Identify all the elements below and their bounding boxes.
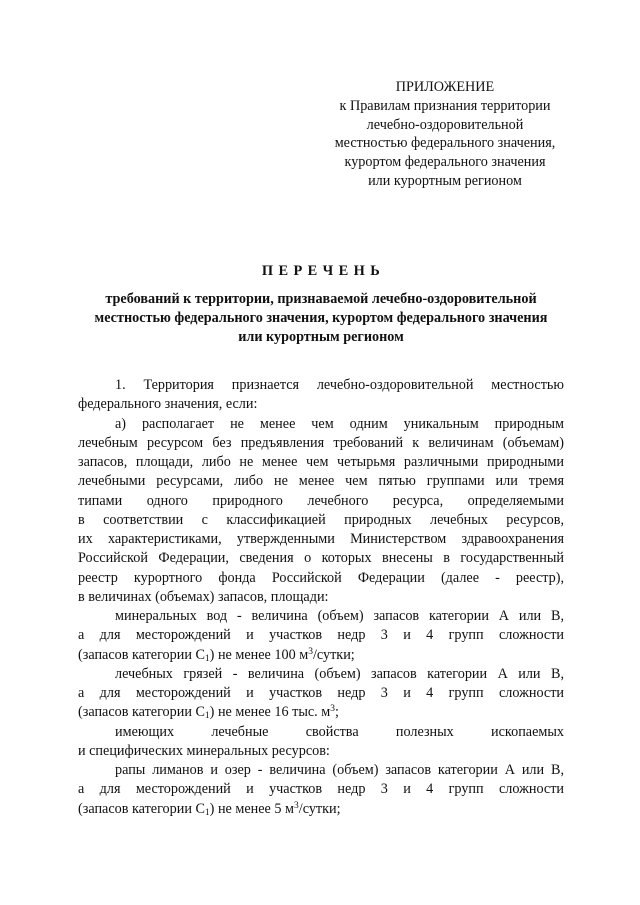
body-line: в соответствии с классификацией природных лечебных ресурсов, — [78, 511, 564, 528]
body-line: типами одного природного лечебного ресурса, определяемыми — [78, 492, 564, 509]
subscript-index: 1 — [204, 807, 210, 818]
body-line: федерального значения, если: — [78, 396, 258, 413]
appendix-line: к Правилам признания территории — [339, 97, 551, 114]
appendix-heading: ПРИЛОЖЕНИЕ — [395, 79, 495, 95]
appendix-line: курортом федерального значения — [344, 154, 546, 171]
document-title-block — [60, 262, 582, 348]
body-line: и специфических минеральных ресурсов: — [78, 742, 330, 759]
superscript-exponent: 3 — [294, 800, 299, 811]
subscript-index: 1 — [204, 653, 210, 664]
body-line: а для месторождений и участков недр 3 и 4 групп сложности — [78, 781, 564, 798]
appendix-line: или курортным регионом — [368, 172, 522, 189]
body-line: Российской Федерации, сведения о которых внесены в государственный — [78, 550, 564, 567]
body-line: имеющих лечебные свойства полезных ископаемых — [115, 723, 564, 740]
subscript-index: 1 — [204, 711, 210, 722]
body-line: в величинах (объемах) запасов, площади: — [78, 588, 329, 605]
subtitle-line: или курортным регионом — [238, 329, 404, 346]
body-line: а для месторождений и участков недр 3 и 4 групп сложности — [78, 685, 564, 701]
document-body — [78, 376, 564, 819]
body-line: реестр курортного фонда Российской Федерации (далее - реестр), — [78, 569, 564, 586]
document-subtitle — [60, 290, 582, 348]
body-line-rich: (запасов категории $С_1$) не менее 16 тыс. $м^3$; — [78, 704, 339, 722]
document-title: ПЕРЕЧЕНЬ — [261, 263, 386, 279]
body-line: лечебными ресурсами, либо не менее чем пятью группами или тремя — [78, 473, 564, 490]
subtitle-line: местностью федерального значения, курортом федерального значения — [94, 310, 548, 327]
body-line-rich: (запасов категории $С_1$) не менее 100 $м^3$/сутки; — [78, 646, 355, 664]
body-line-rich: (запасов категории $С_1$) не менее 5 $м^3$/сутки; — [78, 800, 341, 818]
appendix-line: местностью федерального значения, — [334, 135, 556, 152]
subtitle-line: требований к территории, признаваемой лечебно-оздоровительной — [105, 291, 537, 307]
body-line: 1. Территория признается лечебно-оздоровительной местностью — [115, 377, 564, 393]
appendix-header — [300, 78, 590, 191]
appendix-line: лечебно-оздоровительной — [366, 116, 524, 133]
body-line: лечебным ресурсом без предъявления требований к величинам (объемам) — [78, 434, 564, 451]
superscript-exponent: 3 — [308, 646, 313, 657]
body-line: а) располагает не менее чем одним уникальным природным — [115, 415, 564, 432]
body-line: а для месторождений и участков недр 3 и 4 групп сложности — [78, 627, 564, 644]
body-line: рапы лиманов и озер - величина (объем) запасов категории А или В, — [115, 762, 564, 778]
superscript-exponent: 3 — [330, 704, 335, 715]
body-line: лечебных грязей - величина (объем) запасов категории А или В, — [115, 665, 564, 682]
body-line: запасов, площади, либо не менее чем четырьмя различными природными — [78, 454, 564, 470]
body-line: минеральных вод - величина (объем) запасов категории А или В, — [115, 608, 564, 624]
body-line: их характеристиками, утвержденными Министерством здравоохранения — [78, 531, 564, 547]
